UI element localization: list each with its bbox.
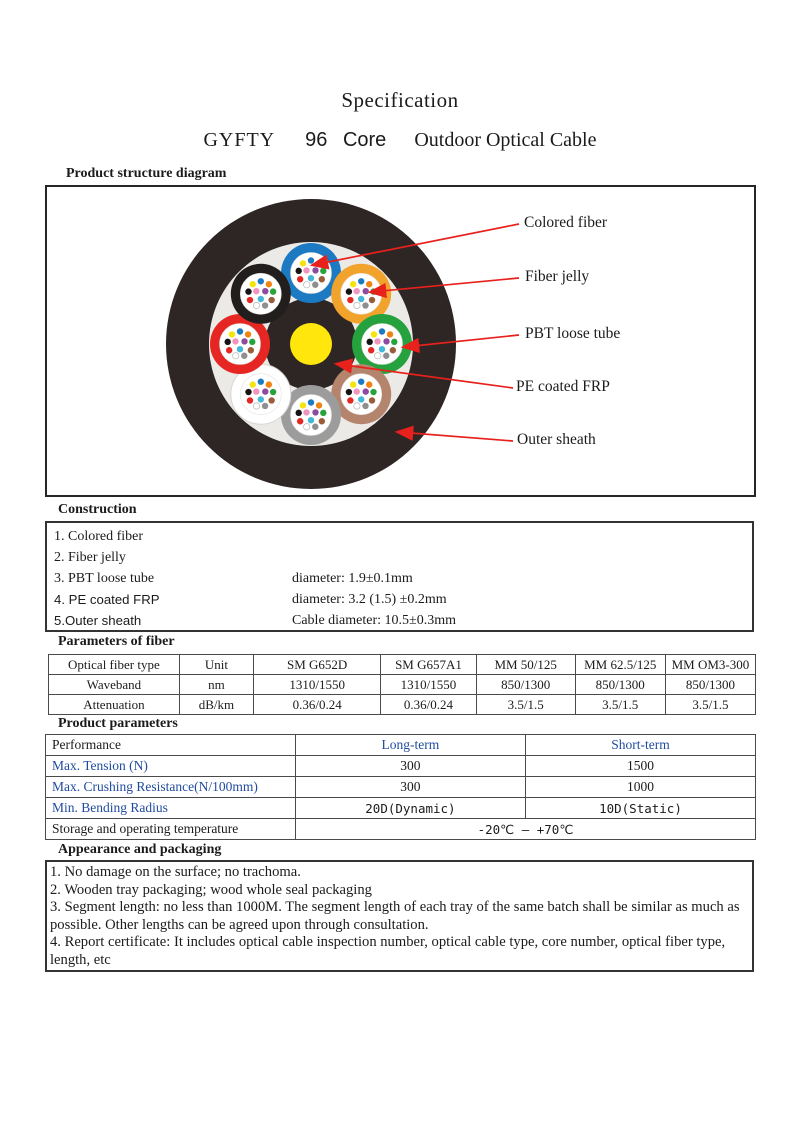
colored-fiber-dot bbox=[224, 339, 230, 345]
colored-fiber-dot bbox=[248, 347, 254, 353]
construction-list bbox=[45, 521, 754, 632]
colored-fiber-dot bbox=[370, 389, 376, 395]
colored-fiber-dot bbox=[320, 410, 326, 416]
fiber-table-cell: 1310/1550 bbox=[254, 675, 381, 695]
fiber-table-cell: 850/1300 bbox=[665, 675, 755, 695]
colored-fiber-dot bbox=[268, 397, 274, 403]
frp-core-yellow bbox=[290, 323, 332, 365]
construction-item-detail: diameter: 1.9±0.1mm bbox=[292, 571, 413, 586]
colored-fiber-dot bbox=[253, 403, 259, 409]
colored-fiber-dot bbox=[295, 410, 301, 416]
colored-fiber-dot bbox=[390, 347, 396, 353]
colored-fiber-dot bbox=[358, 296, 364, 302]
colored-fiber-dot bbox=[347, 297, 353, 303]
construction-item bbox=[47, 547, 752, 568]
colored-fiber-dot bbox=[366, 381, 372, 387]
construction-item-detail: diameter: 3.2 (1.5) ±0.2mm bbox=[292, 592, 447, 607]
fiber-table-column-header: Optical fiber type bbox=[49, 655, 180, 675]
product-table-longterm-header: Long-term bbox=[295, 735, 525, 756]
colored-fiber-dot bbox=[374, 338, 380, 344]
product-parameter-longterm-value: 300 bbox=[295, 756, 525, 777]
product-table-performance-header: Performance bbox=[46, 735, 296, 756]
colored-fiber-dot bbox=[300, 260, 306, 266]
page-title: Specification bbox=[341, 88, 459, 112]
colored-fiber-dot bbox=[245, 389, 251, 395]
product-parameter-span-value: -20℃ — +70℃ bbox=[295, 819, 755, 840]
colored-fiber-dot bbox=[387, 331, 393, 337]
construction-item-label: 1. Colored fiber bbox=[54, 529, 144, 544]
construction-item bbox=[47, 610, 752, 631]
fiber-table-cell: Attenuation bbox=[49, 695, 180, 715]
colored-fiber-dot bbox=[250, 381, 256, 387]
subtitle-product-name: Outdoor Optical Cable bbox=[414, 129, 597, 151]
fiber-table-column-header: SM G652D bbox=[254, 655, 381, 675]
construction-item-label: 3. PBT loose tube bbox=[54, 571, 155, 586]
fiber-table-header-row bbox=[49, 655, 756, 675]
packaging-item: 1. No damage on the surface; no trachoma. bbox=[50, 864, 301, 880]
colored-fiber-dot bbox=[362, 403, 368, 409]
fiber-table-cell: 850/1300 bbox=[575, 675, 665, 695]
colored-fiber-dot bbox=[320, 268, 326, 274]
colored-fiber-dot bbox=[304, 282, 310, 288]
colored-fiber-dot bbox=[346, 389, 352, 395]
colored-fiber-dot bbox=[262, 388, 268, 394]
product-parameter-longterm-value: 300 bbox=[295, 777, 525, 798]
colored-fiber-dot bbox=[297, 276, 303, 282]
colored-fiber-dot bbox=[363, 388, 369, 394]
construction-item-label: 2. Fiber jelly bbox=[54, 550, 126, 565]
fiber-table-cell: 1310/1550 bbox=[381, 675, 476, 695]
colored-fiber-dot bbox=[319, 418, 325, 424]
product-table-row bbox=[46, 756, 756, 777]
colored-fiber-dot bbox=[312, 267, 318, 273]
colored-fiber-dot bbox=[303, 267, 309, 273]
fiber-table-cell: 0.36/0.24 bbox=[381, 695, 476, 715]
colored-fiber-dot bbox=[354, 388, 360, 394]
colored-fiber-dot bbox=[245, 331, 251, 337]
colored-fiber-dot bbox=[253, 288, 259, 294]
colored-fiber-dot bbox=[354, 403, 360, 409]
product-parameter-label: Max. Tension (N) bbox=[46, 756, 296, 777]
loose-tube bbox=[231, 264, 291, 324]
colored-fiber-dot bbox=[253, 388, 259, 394]
colored-fiber-dot bbox=[241, 338, 247, 344]
colored-fiber-dot bbox=[379, 346, 385, 352]
fiber-table-column-header: Unit bbox=[179, 655, 253, 675]
colored-fiber-dot bbox=[237, 346, 243, 352]
colored-fiber-dot bbox=[258, 396, 264, 402]
product-parameter-shortterm-value: 1000 bbox=[525, 777, 755, 798]
fiber-table-column-header: SM G657A1 bbox=[381, 655, 476, 675]
colored-fiber-dot bbox=[266, 381, 272, 387]
fiber-table-column-header: MM 50/125 bbox=[476, 655, 575, 675]
fiber-table-cell: nm bbox=[179, 675, 253, 695]
product-table-row bbox=[46, 819, 756, 840]
fiber-table-cell: 0.36/0.24 bbox=[254, 695, 381, 715]
section-heading-product-parameters: Product parameters bbox=[58, 716, 178, 731]
diagram-label: PE coated FRP bbox=[516, 378, 610, 395]
section-heading-construction: Construction bbox=[58, 502, 137, 517]
colored-fiber-dot bbox=[369, 297, 375, 303]
colored-fiber-dot bbox=[308, 417, 314, 423]
packaging-item: 3. Segment length: no less than 1000M. The segment length of each tray of the same batch shall be similar as much as possible. Other lengths can be agreed upon through consultation. bbox=[50, 899, 740, 933]
construction-item bbox=[47, 526, 752, 547]
diagram-label: Fiber jelly bbox=[525, 268, 590, 285]
packaging-item: 4. Report certificate: It includes optical cable inspection number, optical cable type, core number, optical fiber type, length, etc bbox=[50, 934, 726, 968]
colored-fiber-dot bbox=[226, 347, 232, 353]
colored-fiber-dot bbox=[308, 399, 314, 405]
fiber-table-cell: 850/1300 bbox=[476, 675, 575, 695]
colored-fiber-dot bbox=[363, 288, 369, 294]
product-parameter-shortterm-value: 10D(Static) bbox=[525, 798, 755, 819]
product-parameter-shortterm-value: 1500 bbox=[525, 756, 755, 777]
page-subtitle bbox=[0, 129, 800, 152]
fiber-table-cell: dB/km bbox=[179, 695, 253, 715]
colored-fiber-dot bbox=[366, 281, 372, 287]
colored-fiber-dot bbox=[358, 379, 364, 385]
colored-fiber-dot bbox=[354, 288, 360, 294]
colored-fiber-dot bbox=[229, 331, 235, 337]
colored-fiber-dot bbox=[383, 338, 389, 344]
colored-fiber-dot bbox=[262, 302, 268, 308]
construction-item-label: 5.Outer sheath bbox=[54, 613, 142, 628]
colored-fiber-dot bbox=[379, 328, 385, 334]
colored-fiber-dot bbox=[232, 338, 238, 344]
colored-fiber-dot bbox=[270, 389, 276, 395]
product-parameter-label: Max. Crushing Resistance(N/100mm) bbox=[46, 777, 296, 798]
fiber-table-row bbox=[49, 695, 756, 715]
packaging-list bbox=[45, 860, 754, 972]
colored-fiber-dot bbox=[316, 402, 322, 408]
colored-fiber-dot bbox=[295, 268, 301, 274]
product-table-shortterm-header: Short-term bbox=[525, 735, 755, 756]
fiber-table-column-header: MM 62.5/125 bbox=[575, 655, 665, 675]
colored-fiber-dot bbox=[371, 331, 377, 337]
colored-fiber-dot bbox=[358, 396, 364, 402]
colored-fiber-dot bbox=[312, 282, 318, 288]
section-heading-diagram: Product structure diagram bbox=[66, 166, 227, 181]
fiber-table-row bbox=[49, 675, 756, 695]
colored-fiber-dot bbox=[245, 288, 251, 294]
fiber-table-cell: 3.5/1.5 bbox=[575, 695, 665, 715]
colored-fiber-dot bbox=[358, 278, 364, 284]
product-table-row bbox=[46, 777, 756, 798]
colored-fiber-dot bbox=[266, 281, 272, 287]
product-table-row bbox=[46, 798, 756, 819]
colored-fiber-dot bbox=[391, 339, 397, 345]
fiber-table-cell: 3.5/1.5 bbox=[665, 695, 755, 715]
colored-fiber-dot bbox=[346, 288, 352, 294]
colored-fiber-dot bbox=[258, 278, 264, 284]
construction-item-label: 4. PE coated FRP bbox=[54, 592, 160, 607]
section-heading-fiber-parameters: Parameters of fiber bbox=[58, 634, 175, 649]
colored-fiber-dot bbox=[369, 397, 375, 403]
section-heading-packaging: Appearance and packaging bbox=[58, 842, 222, 857]
colored-fiber-dot bbox=[258, 379, 264, 385]
colored-fiber-dot bbox=[262, 403, 268, 409]
construction-item bbox=[47, 568, 752, 589]
product-parameter-label: Storage and operating temperature bbox=[46, 819, 296, 840]
colored-fiber-dot bbox=[312, 409, 318, 415]
colored-fiber-dot bbox=[308, 257, 314, 263]
colored-fiber-dot bbox=[375, 353, 381, 359]
colored-fiber-dot bbox=[262, 288, 268, 294]
colored-fiber-dot bbox=[250, 281, 256, 287]
fiber-parameters-table bbox=[48, 654, 756, 715]
fiber-table-column-header: MM OM3-300 bbox=[665, 655, 755, 675]
colored-fiber-dot bbox=[268, 297, 274, 303]
construction-item bbox=[47, 589, 752, 610]
diagram-label: Colored fiber bbox=[524, 214, 608, 231]
colored-fiber-dot bbox=[247, 397, 253, 403]
packaging-item: 2. Wooden tray packaging; wood whole seal packaging bbox=[50, 881, 372, 898]
product-structure-diagram bbox=[45, 185, 756, 497]
colored-fiber-dot bbox=[249, 339, 255, 345]
colored-fiber-dot bbox=[258, 296, 264, 302]
colored-fiber-dot bbox=[354, 302, 360, 308]
diagram-label: PBT loose tube bbox=[525, 325, 621, 342]
fiber-table-cell: Waveband bbox=[49, 675, 180, 695]
colored-fiber-dot bbox=[366, 339, 372, 345]
cable-cross-section-drawing bbox=[47, 187, 750, 491]
colored-fiber-dot bbox=[368, 347, 374, 353]
product-table-header-row bbox=[46, 735, 756, 756]
colored-fiber-dot bbox=[300, 402, 306, 408]
colored-fiber-dot bbox=[304, 424, 310, 430]
colored-fiber-dot bbox=[303, 409, 309, 415]
subtitle-model: GYFTY bbox=[203, 129, 276, 151]
subtitle-core-count: 96 Core bbox=[305, 129, 387, 151]
colored-fiber-dot bbox=[347, 397, 353, 403]
colored-fiber-dot bbox=[308, 275, 314, 281]
colored-fiber-dot bbox=[253, 302, 259, 308]
product-parameter-longterm-value: 20D(Dynamic) bbox=[295, 798, 525, 819]
diagram-label: Outer sheath bbox=[517, 431, 596, 448]
colored-fiber-dot bbox=[297, 418, 303, 424]
colored-fiber-dot bbox=[233, 353, 239, 359]
colored-fiber-dot bbox=[350, 281, 356, 287]
colored-fiber-dot bbox=[247, 297, 253, 303]
product-parameter-label: Min. Bending Radius bbox=[46, 798, 296, 819]
colored-fiber-dot bbox=[350, 381, 356, 387]
colored-fiber-dot bbox=[383, 353, 389, 359]
colored-fiber-dot bbox=[237, 328, 243, 334]
fiber-table-cell: 3.5/1.5 bbox=[476, 695, 575, 715]
colored-fiber-dot bbox=[319, 276, 325, 282]
construction-item-detail: Cable diameter: 10.5±0.3mm bbox=[292, 613, 456, 628]
colored-fiber-dot bbox=[362, 302, 368, 308]
colored-fiber-dot bbox=[241, 353, 247, 359]
colored-fiber-dot bbox=[312, 424, 318, 430]
colored-fiber-dot bbox=[270, 288, 276, 294]
product-parameters-table bbox=[45, 734, 756, 840]
